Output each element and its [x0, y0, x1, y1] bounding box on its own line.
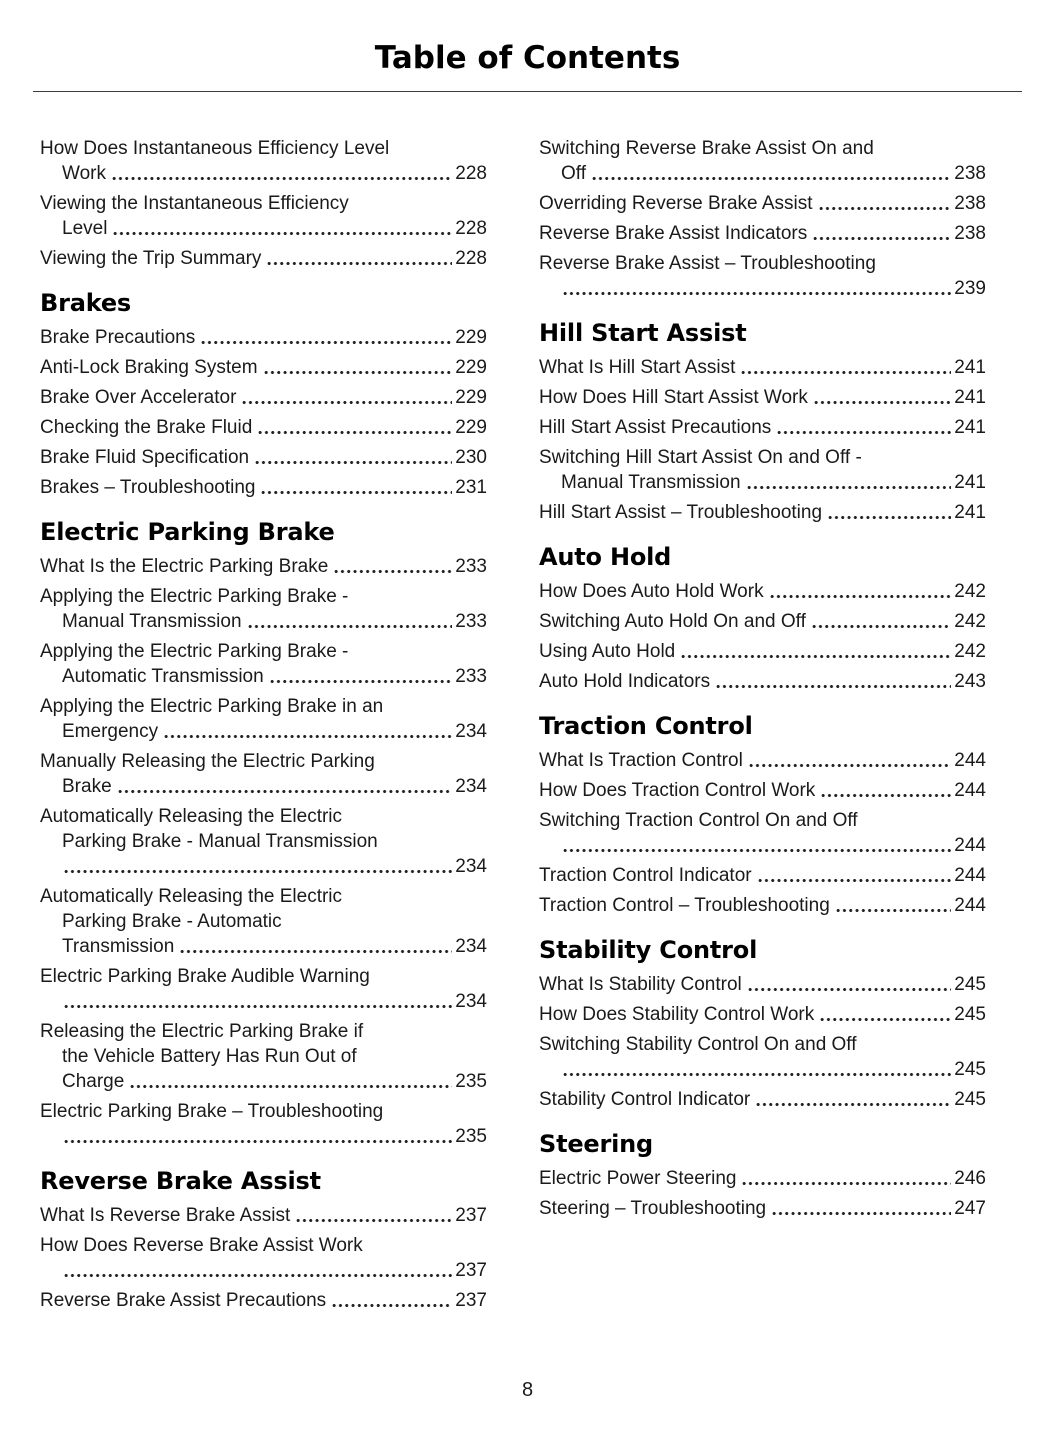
entry-label: How Does Hill Start Assist Work: [539, 387, 808, 408]
entry-text-line: the Vehicle Battery Has Run Out of: [62, 1046, 357, 1067]
toc-entry: [539, 609, 986, 634]
entry-page-number: 243: [954, 671, 986, 692]
entry-dotted-line: [539, 778, 986, 803]
dot-leader: [263, 369, 453, 376]
dot-leader: [776, 429, 951, 436]
dot-leader: [63, 1272, 452, 1279]
entry-page-number: 244: [954, 865, 986, 886]
toc-entry: [539, 1002, 986, 1027]
entry-dotted-line: [40, 325, 487, 350]
entry-page-number: 238: [954, 223, 986, 244]
entry-dotted-line: [40, 664, 487, 689]
entry-page-number: 244: [954, 780, 986, 801]
toc-entry: [539, 445, 986, 495]
entry-label: How Does Stability Control Work: [539, 1004, 815, 1025]
entry-text-line: Reverse Brake Assist – Troubleshooting: [539, 253, 876, 274]
toc-entry: [40, 246, 487, 271]
section-heading: Electric Parking Brake: [40, 518, 335, 546]
entry-label: Traction Control Indicator: [539, 865, 752, 886]
entry-page-number: 237: [455, 1290, 487, 1311]
entry-dotted-line: [40, 355, 487, 380]
section-heading: Reverse Brake Assist: [40, 1167, 321, 1195]
entry-text-line: Applying the Electric Parking Brake -: [40, 586, 349, 607]
toc-entry: [40, 385, 487, 410]
toc-entry: [539, 251, 986, 301]
toc-group: [539, 936, 986, 1112]
page-title: Table of Contents: [374, 40, 681, 76]
toc-entry: [40, 749, 487, 799]
entry-dotted-line: [539, 863, 986, 888]
entry-page-number: 233: [455, 556, 487, 577]
dot-leader: [295, 1217, 452, 1224]
entry-dotted-line: [539, 972, 986, 997]
toc-entry: [40, 136, 487, 186]
toc-entry: [539, 415, 986, 440]
dot-leader: [63, 868, 452, 875]
entry-dotted-line: [539, 1196, 986, 1221]
entry-page-number: 245: [954, 1004, 986, 1025]
entry-dotted-line: [539, 276, 986, 301]
entry-label: Reverse Brake Assist Indicators: [539, 223, 808, 244]
entry-dotted-line: [539, 161, 986, 186]
toc-group: [539, 319, 986, 525]
entry-page-number: 234: [455, 721, 487, 742]
dot-leader: [820, 792, 951, 799]
dot-leader: [266, 260, 452, 267]
toc-entry: [539, 893, 986, 918]
dot-leader: [811, 623, 951, 630]
entry-dotted-line: [539, 1087, 986, 1112]
toc-entry: [539, 1196, 986, 1221]
entry-dotted-line: [40, 246, 487, 271]
entry-label: Hill Start Assist Precautions: [539, 417, 772, 438]
entry-page-number: 233: [455, 611, 487, 632]
entry-page-number: 238: [954, 193, 986, 214]
entry-label: How Does Traction Control Work: [539, 780, 816, 801]
entry-label: Stability Control Indicator: [539, 1089, 751, 1110]
entry-page-number: 242: [954, 581, 986, 602]
entry-page-number: 237: [455, 1260, 487, 1281]
entry-dotted-line: [539, 470, 986, 495]
dot-leader: [562, 847, 951, 854]
toc-entry: [539, 972, 986, 997]
dot-leader: [331, 1302, 452, 1309]
entry-text-line: Switching Reverse Brake Assist On and: [539, 138, 874, 159]
dot-leader: [63, 1003, 452, 1010]
dot-leader: [769, 593, 952, 600]
dot-leader: [260, 489, 452, 496]
entry-page-number: 238: [954, 163, 986, 184]
dot-leader: [111, 175, 452, 182]
entry-text-line: Parking Brake - Automatic: [62, 911, 282, 932]
dot-leader: [163, 733, 452, 740]
entry-dotted-line: [539, 748, 986, 773]
entry-label: Manual Transmission: [561, 472, 741, 493]
entry-page-number: 239: [954, 278, 986, 299]
entry-page-number: 242: [954, 611, 986, 632]
entry-label: Auto Hold Indicators: [539, 671, 711, 692]
toc-entry: [539, 579, 986, 604]
dot-leader: [755, 1101, 951, 1108]
toc-entry: [40, 694, 487, 744]
toc-entry: [40, 445, 487, 470]
entry-page-number: 244: [954, 835, 986, 856]
toc-entry: [539, 1166, 986, 1191]
entry-page-number: 228: [455, 248, 487, 269]
toc-group: [40, 289, 487, 500]
entry-dotted-line: [40, 445, 487, 470]
entry-page-number: 234: [455, 856, 487, 877]
dot-leader: [247, 623, 453, 630]
toc-entry: [40, 584, 487, 634]
toc-group: [539, 1130, 986, 1221]
entry-text-line: Parking Brake - Manual Transmission: [62, 831, 378, 852]
entry-text-line: Switching Stability Control On and Off: [539, 1034, 857, 1055]
dot-leader: [748, 762, 952, 769]
entry-dotted-line: [539, 833, 986, 858]
entry-dotted-line: [539, 221, 986, 246]
entry-text-line: How Does Instantaneous Efficiency Level: [40, 138, 390, 159]
entry-label: Switching Auto Hold On and Off: [539, 611, 806, 632]
toc-entry: [539, 748, 986, 773]
entry-dotted-line: [539, 1057, 986, 1082]
entry-dotted-line: [539, 385, 986, 410]
entry-dotted-line: [539, 500, 986, 525]
dot-leader: [63, 1138, 452, 1145]
entry-dotted-line: [40, 475, 487, 500]
entry-page-number: 235: [455, 1126, 487, 1147]
entry-page-number: 242: [954, 641, 986, 662]
dot-leader: [746, 484, 952, 491]
entry-text-line: Switching Traction Control On and Off: [539, 810, 858, 831]
entry-page-number: 245: [954, 1089, 986, 1110]
section-heading: Stability Control: [539, 936, 758, 964]
toc-entry: [40, 355, 487, 380]
toc-entry: [40, 415, 487, 440]
entry-text-line: Switching Hill Start Assist On and Off -: [539, 447, 862, 468]
entry-dotted-line: [539, 579, 986, 604]
entry-label: What Is Reverse Brake Assist: [40, 1205, 291, 1226]
entry-label: Electric Power Steering: [539, 1168, 737, 1189]
toc-entry: [539, 500, 986, 525]
entry-text-line: Automatically Releasing the Electric: [40, 886, 343, 907]
entry-dotted-line: [40, 1288, 487, 1313]
toc-entry: [539, 778, 986, 803]
entry-label: Transmission: [62, 936, 175, 957]
entry-label: Brake: [62, 776, 112, 797]
entry-dotted-line: [539, 355, 986, 380]
toc-entry: [40, 1019, 487, 1094]
entry-label: Emergency: [62, 721, 159, 742]
entry-dotted-line: [40, 719, 487, 744]
entry-dotted-line: [40, 774, 487, 799]
entry-page-number: 235: [455, 1071, 487, 1092]
entry-label: Brake Over Accelerator: [40, 387, 237, 408]
entry-text-line: Electric Parking Brake Audible Warning: [40, 966, 370, 987]
toc-entry: [539, 863, 986, 888]
entry-page-number: 233: [455, 666, 487, 687]
entry-dotted-line: [40, 1203, 487, 1228]
toc-column-right: [539, 136, 986, 1318]
dot-leader: [333, 568, 452, 575]
toc-entry: [539, 808, 986, 858]
entry-label: Work: [62, 163, 106, 184]
toc-entry: [40, 1233, 487, 1283]
toc-entry: [539, 355, 986, 380]
dot-leader: [254, 459, 452, 466]
entry-page-number: 245: [954, 1059, 986, 1080]
entry-text-line: Applying the Electric Parking Brake -: [40, 641, 349, 662]
entry-dotted-line: [40, 934, 487, 959]
entry-dotted-line: [40, 854, 487, 879]
toc-group: [40, 518, 487, 1149]
section-heading: Traction Control: [539, 712, 753, 740]
entry-label: Level: [62, 218, 108, 239]
toc-entry: [539, 669, 986, 694]
toc-entry: [539, 1087, 986, 1112]
entry-dotted-line: [40, 415, 487, 440]
toc-entry: [539, 385, 986, 410]
dot-leader: [129, 1083, 452, 1090]
entry-text-line: Releasing the Electric Parking Brake if: [40, 1021, 364, 1042]
entry-dotted-line: [40, 554, 487, 579]
dot-leader: [740, 369, 951, 376]
entry-label: Using Auto Hold: [539, 641, 676, 662]
entry-dotted-line: [40, 216, 487, 241]
entry-text-line: Viewing the Instantaneous Efficiency: [40, 193, 349, 214]
entry-dotted-line: [40, 385, 487, 410]
toc-entry: [539, 191, 986, 216]
toc-entry: [40, 191, 487, 241]
entry-text-line: How Does Reverse Brake Assist Work: [40, 1235, 363, 1256]
dot-leader: [715, 683, 951, 690]
toc-group: [539, 712, 986, 918]
dot-leader: [835, 907, 952, 914]
entry-page-number: 229: [455, 387, 487, 408]
toc-entry: [40, 325, 487, 350]
entry-dotted-line: [539, 893, 986, 918]
entry-page-number: 234: [455, 991, 487, 1012]
entry-label: Manual Transmission: [62, 611, 242, 632]
entry-label: How Does Auto Hold Work: [539, 581, 764, 602]
entry-text-line: Automatically Releasing the Electric: [40, 806, 343, 827]
dot-leader: [680, 653, 951, 660]
entry-label: Steering – Troubleshooting: [539, 1198, 767, 1219]
toc-entry: [40, 884, 487, 959]
toc-entry: [40, 475, 487, 500]
entry-label: Brake Precautions: [40, 327, 196, 348]
entry-text-line: Applying the Electric Parking Brake in an: [40, 696, 384, 717]
entry-dotted-line: [40, 1124, 487, 1149]
entry-page-number: 231: [455, 477, 487, 498]
entry-page-number: 245: [954, 974, 986, 995]
dot-leader: [757, 877, 952, 884]
dot-leader: [257, 429, 452, 436]
entry-text-line: Manually Releasing the Electric Parking: [40, 751, 375, 772]
entry-label: Brakes – Troubleshooting: [40, 477, 256, 498]
page-number: 8: [521, 1379, 534, 1401]
entry-page-number: 246: [954, 1168, 986, 1189]
entry-label: Reverse Brake Assist Precautions: [40, 1290, 327, 1311]
toc-group: [539, 543, 986, 694]
entry-label: What Is Hill Start Assist: [539, 357, 736, 378]
entry-dotted-line: [539, 1002, 986, 1027]
dot-leader: [747, 986, 952, 993]
section-heading: Brakes: [40, 289, 132, 317]
title-divider: [33, 91, 1022, 92]
toc-entry: [40, 639, 487, 689]
entry-label: What Is Stability Control: [539, 974, 742, 995]
entry-dotted-line: [40, 1069, 487, 1094]
toc-entry: [539, 639, 986, 664]
entry-label: What Is Traction Control: [539, 750, 743, 771]
dot-leader: [741, 1180, 951, 1187]
entry-page-number: 228: [455, 218, 487, 239]
entry-page-number: 241: [954, 357, 986, 378]
dot-leader: [819, 1016, 951, 1023]
section-heading: Steering: [539, 1130, 654, 1158]
toc-group: [539, 136, 986, 301]
entry-dotted-line: [539, 191, 986, 216]
entry-dotted-line: [539, 415, 986, 440]
entry-label: Overriding Reverse Brake Assist: [539, 193, 813, 214]
section-heading: Auto Hold: [539, 543, 672, 571]
entry-label: Brake Fluid Specification: [40, 447, 250, 468]
toc-column-left: [40, 136, 487, 1318]
dot-leader: [179, 948, 452, 955]
dot-leader: [818, 205, 952, 212]
toc-entry: [40, 964, 487, 1014]
entry-page-number: 229: [455, 327, 487, 348]
dot-leader: [812, 235, 951, 242]
entry-label: Traction Control – Troubleshooting: [539, 895, 830, 916]
entry-dotted-line: [40, 1258, 487, 1283]
entry-dotted-line: [40, 989, 487, 1014]
entry-label: Automatic Transmission: [62, 666, 264, 687]
entry-page-number: 247: [954, 1198, 986, 1219]
entry-page-number: 228: [455, 163, 487, 184]
toc-columns: [33, 136, 1022, 1318]
dot-leader: [562, 1071, 951, 1078]
entry-page-number: 241: [954, 417, 986, 438]
entry-page-number: 241: [954, 472, 986, 493]
toc-entry: [40, 554, 487, 579]
dot-leader: [269, 678, 453, 685]
dot-leader: [591, 175, 951, 182]
toc-entry: [539, 1032, 986, 1082]
toc-group: [40, 136, 487, 271]
entry-page-number: 229: [455, 417, 487, 438]
entry-dotted-line: [539, 609, 986, 634]
entry-page-number: 241: [954, 387, 986, 408]
entry-page-number: 237: [455, 1205, 487, 1226]
entry-dotted-line: [539, 669, 986, 694]
toc-entry: [40, 1099, 487, 1149]
entry-label: Checking the Brake Fluid: [40, 417, 253, 438]
entry-label: Off: [561, 163, 586, 184]
dot-leader: [813, 399, 951, 406]
toc-entry: [40, 1203, 487, 1228]
entry-page-number: 244: [954, 895, 986, 916]
entry-dotted-line: [40, 609, 487, 634]
entry-label: Viewing the Trip Summary: [40, 248, 262, 269]
section-heading: Hill Start Assist: [539, 319, 747, 347]
dot-leader: [112, 230, 452, 237]
entry-page-number: 230: [455, 447, 487, 468]
entry-label: Anti-Lock Braking System: [40, 357, 258, 378]
entry-label: Hill Start Assist – Troubleshooting: [539, 502, 823, 523]
entry-label: What Is the Electric Parking Brake: [40, 556, 329, 577]
toc-entry: [40, 804, 487, 879]
toc-entry: [40, 1288, 487, 1313]
entry-label: Charge: [62, 1071, 125, 1092]
entry-page-number: 234: [455, 936, 487, 957]
dot-leader: [241, 399, 452, 406]
entry-dotted-line: [539, 639, 986, 664]
entry-page-number: 244: [954, 750, 986, 771]
dot-leader: [562, 290, 951, 297]
dot-leader: [117, 788, 453, 795]
toc-entry: [539, 136, 986, 186]
dot-leader: [200, 339, 452, 346]
entry-text-line: Electric Parking Brake – Troubleshooting: [40, 1101, 384, 1122]
toc-group: [40, 1167, 487, 1313]
toc-entry: [539, 221, 986, 246]
dot-leader: [771, 1210, 951, 1217]
entry-page-number: 234: [455, 776, 487, 797]
entry-dotted-line: [539, 1166, 986, 1191]
dot-leader: [827, 514, 951, 521]
entry-page-number: 241: [954, 502, 986, 523]
entry-page-number: 229: [455, 357, 487, 378]
entry-dotted-line: [40, 161, 487, 186]
